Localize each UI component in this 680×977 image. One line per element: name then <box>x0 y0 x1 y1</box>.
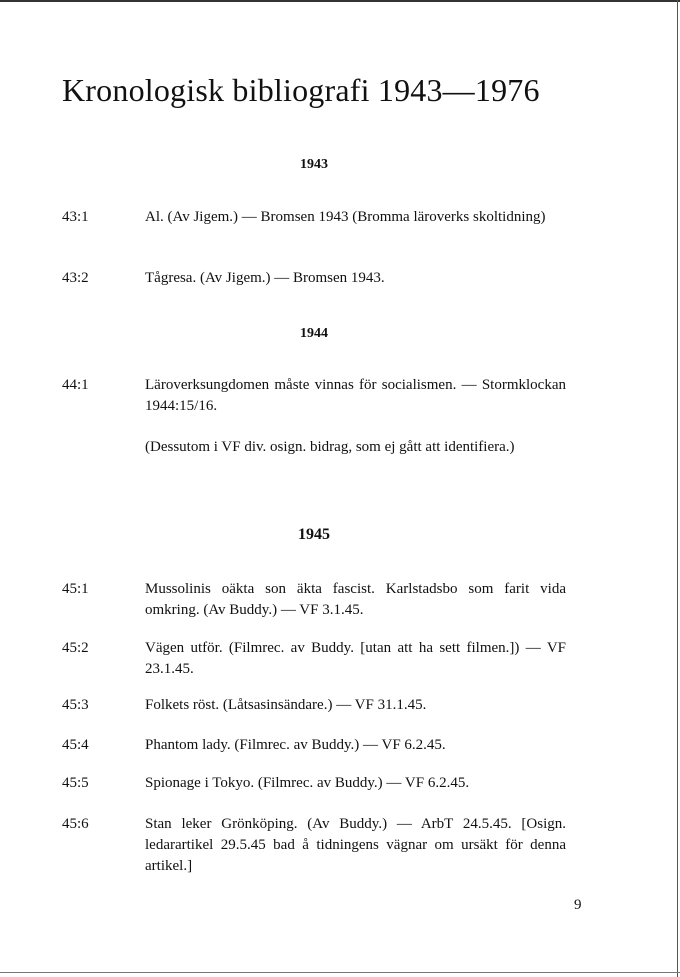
page-number: 9 <box>574 897 582 913</box>
page-title: Kronologisk bibliografi 1943—1976 <box>62 72 540 108</box>
entry-number: 45:3 <box>62 697 89 713</box>
top-border <box>0 0 680 2</box>
entry-text: Phantom lady. (Filmrec. av Buddy.) — VF 6.2.45. <box>145 737 446 753</box>
entry-number: 45:4 <box>62 737 89 753</box>
entry-number: 44:1 <box>62 377 89 393</box>
entry-text: Tågresa. (Av Jigem.) — Bromsen 1943. <box>145 270 385 286</box>
entry-number: 45:2 <box>62 640 89 656</box>
entry-text: Folkets röst. (Låtsasinsändare.) — VF 31.1.45. <box>145 697 427 713</box>
entry-text: Spionage i Tokyo. (Filmrec. av Buddy.) — VF 6.2.45. <box>145 775 470 791</box>
right-border <box>677 0 678 977</box>
section-note: (Dessutom i VF div. osign. bidrag, som ej gått att identifiera.) <box>145 439 515 455</box>
entry-text: Läroverksungdomen måste vinnas för socialismen. — Stormklockan 1944:15/16. <box>145 377 566 414</box>
entry-text: Vägen utför. (Filmrec. av Buddy. [utan att ha sett filmen.]) — VF 23.1.45. <box>145 640 566 677</box>
entry-number: 43:1 <box>62 209 89 225</box>
entry-text: Stan leker Grönköping. (Av Buddy.) — ArbT 24.5.45. [Osign. ledarartikel 29.5.45 bad å tidningens vägnar om ursäkt för denna artikel.] <box>145 816 566 874</box>
entry-number: 45:1 <box>62 581 89 597</box>
entry-text: Al. (Av Jigem.) — Bromsen 1943 (Bromma läroverks skoltidning) <box>145 209 546 225</box>
bottom-border <box>0 972 680 973</box>
entry-number: 45:5 <box>62 775 89 791</box>
year-heading-1943: 1943 <box>300 157 328 172</box>
entry-number: 43:2 <box>62 270 89 286</box>
entry-number: 45:6 <box>62 816 89 832</box>
entry-text: Mussolinis oäkta son äkta fascist. Karlstadsbo som farit vida omkring. (Av Buddy.) — VF 3.1.45. <box>145 581 566 618</box>
year-heading-1944: 1944 <box>300 326 328 341</box>
year-heading-1945: 1945 <box>298 526 330 543</box>
